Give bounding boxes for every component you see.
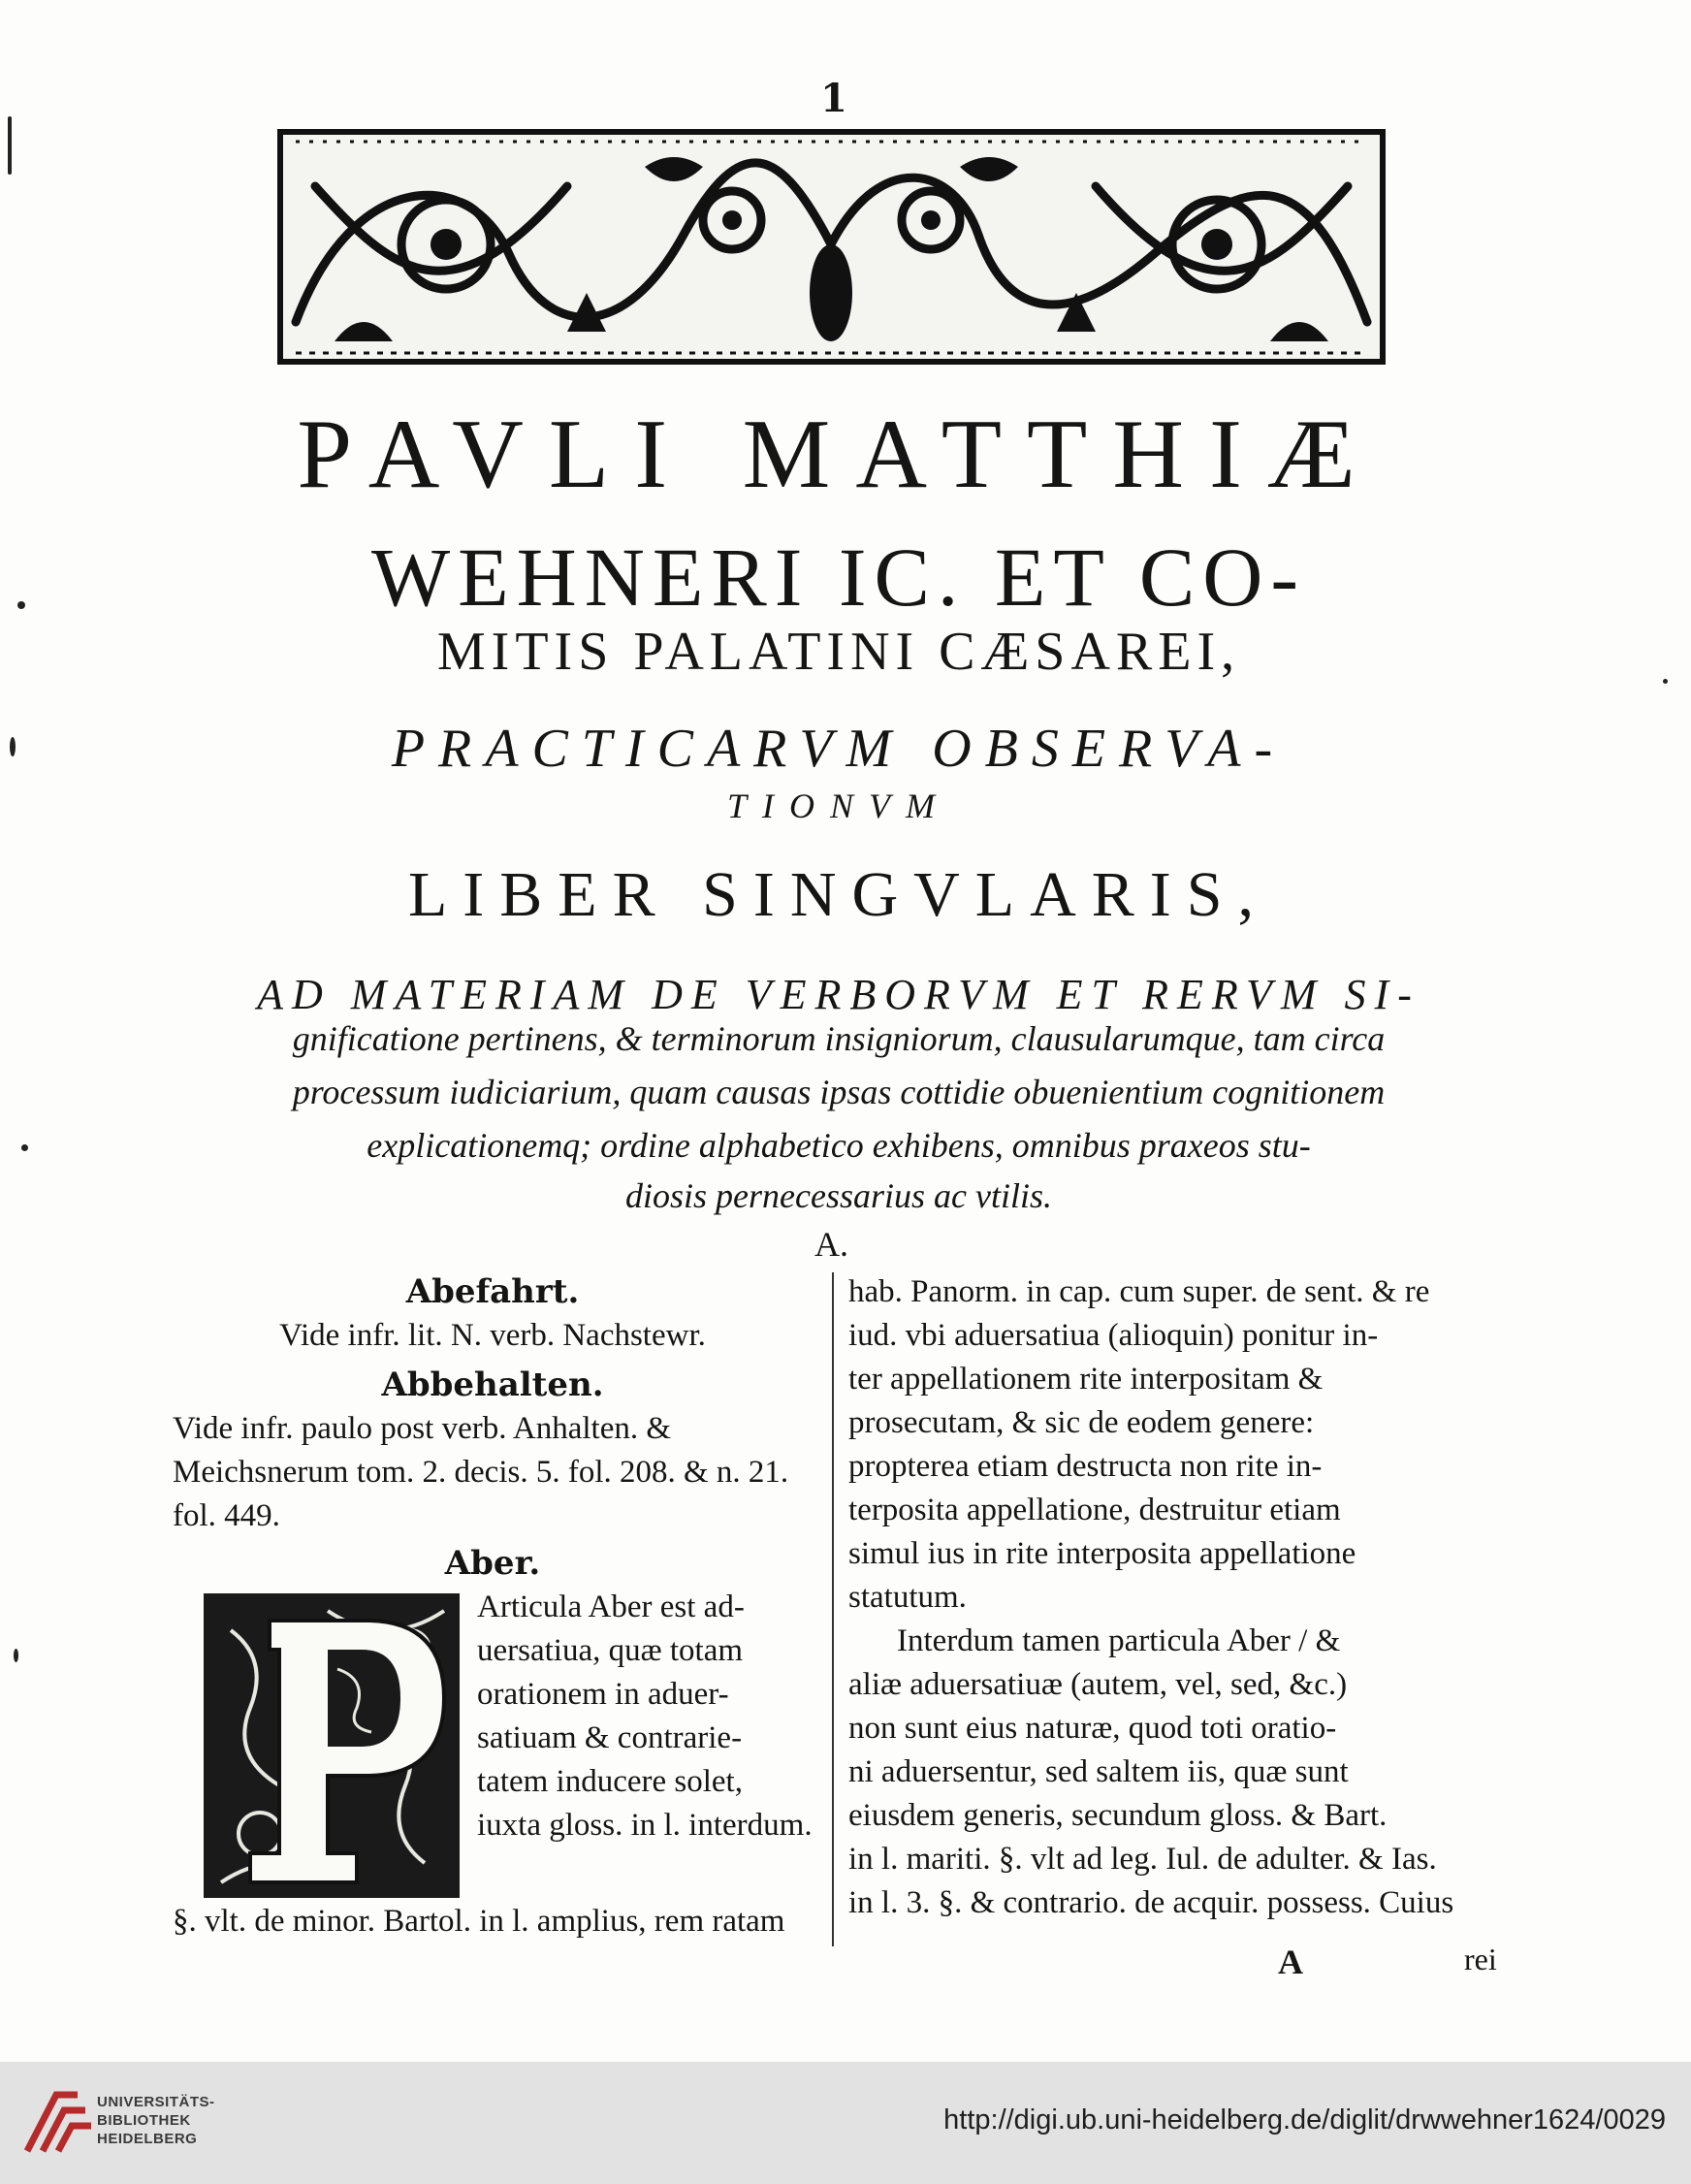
initial-text-line: uersatiua, quæ totam [477,1633,744,1668]
catchword: rei [1464,1942,1497,1976]
institution-name [97,2093,215,2148]
title-work-line2: TIONVM [727,787,950,825]
decorated-initial-p-icon [202,1591,462,1900]
initial-text-line: Articula Aber est ad- [477,1590,745,1624]
title-author-name: PAVLI MATTHIÆ [297,400,1381,509]
right-text-line: statutum. [848,1580,967,1615]
footer-bar [0,2062,1691,2184]
subtitle-line: gnificatione pertinens, & terminorum insigniorum, clausularumque, tam circa [292,1019,1386,1058]
margin-speck [14,1649,18,1662]
lemma-heading: Aber. [444,1544,541,1583]
subtitle-line: AD MATERIAM DE VERBORVM ET RERVM SI- [257,971,1420,1018]
right-text-line: ter appellationem rite interpositam & [848,1362,1324,1397]
right-text-line: terposita appellatione, destruitur etiam [848,1493,1341,1527]
column-divider [832,1272,834,1946]
institution-line: UNIVERSITÄTS- [97,2094,215,2110]
margin-speck [8,116,12,175]
title-author-surname: WEHNERI IC. ET CO- [370,530,1307,624]
initial-block [173,1586,813,1900]
page-number: 1 [820,76,847,121]
entry-text: fol. 449. [173,1498,280,1533]
institution-line: HEIDELBERG [97,2131,198,2147]
institution-line: BIBLIOTHEK [97,2112,191,2129]
lemma-heading: Abefahrt. [405,1272,580,1311]
right-text-line: non sunt eius naturæ, quod toti oratio- [848,1711,1337,1746]
margin-speck [21,1144,28,1151]
logo-strokes [27,2095,91,2151]
permalink-url[interactable]: http://digi.ub.uni-heidelberg.de/diglit/drwwehner1624/0029 [943,2104,1666,2136]
title-author-rank: MITIS PALATINI CÆSAREI, [436,622,1241,682]
subtitle-line: diosis pernecessarius ac vtilis. [625,1176,1052,1215]
signature-mark: A [1278,1943,1303,1981]
right-text-line: Interdum tamen particula Aber / & [897,1623,1341,1658]
subtitle-line: explicationemq; ordine alphabetico exhibens, omnibus praxeos stu- [367,1126,1311,1165]
entry-text: Vide infr. lit. N. verb. Nachstewr. [279,1318,706,1353]
right-text-line: ni aduersentur, sed saltem iis, quæ sunt [848,1754,1349,1789]
entry-text: §. vlt. de minor. Bartol. in l. amplius, rem ratam [173,1904,785,1939]
title-liber: LIBER SINGVLARIS, [407,859,1269,930]
margin-speck [17,601,25,609]
ornamental-headpiece-icon [276,128,1387,366]
right-column [848,1270,1513,1925]
entry-text: Vide infr. paulo post verb. Anhalten. & [173,1411,672,1446]
margin-speck [1663,679,1668,684]
subtitle-line: processum iudiciarium, quam causas ipsas cottidie obuenientium cognitionem [292,1073,1386,1111]
right-text-line: simul ius in rite interposita appellatione [848,1536,1356,1571]
right-text-line: aliæ aduersatiuæ (autem, vel, sed, &c.) [848,1667,1348,1702]
right-text-line: iud. vbi aduersatiua (alioquin) ponitur in- [848,1318,1379,1353]
initial-text-line: satiuam & contrarie- [477,1720,743,1755]
initial-text-line: orationem in aduer- [477,1677,729,1712]
title-work-line1: PRACTICARVM OBSERVA- [391,719,1287,779]
initial-text-line: iuxta gloss. in l. interdum. [477,1808,813,1843]
right-text-line: propterea etiam destructa non rite in- [848,1449,1323,1484]
ub-heidelberg-logo-icon[interactable] [17,2083,97,2163]
section-letter: A. [814,1225,848,1264]
lemma-heading: Abbehalten. [381,1365,604,1404]
right-text-line: in l. mariti. §. vlt ad leg. Iul. de adulter. & Ias. [848,1842,1437,1877]
right-text-line: in l. 3. §. & contrario. de acquir. possess. Cuius [848,1885,1454,1920]
right-text-line: hab. Panorm. in cap. cum super. de sent. & re [848,1274,1430,1309]
initial-text-line: tatem inducere solet, [477,1764,743,1799]
right-text-line: eiusdem generis, secundum gloss. & Bart. [848,1798,1388,1833]
right-text-line: prosecutam, & sic de eodem genere: [848,1405,1315,1440]
entry-text: Meichsnerum tom. 2. decis. 5. fol. 208. & n. 21. [173,1455,789,1490]
margin-speck [10,737,16,756]
left-column [173,1270,813,1943]
